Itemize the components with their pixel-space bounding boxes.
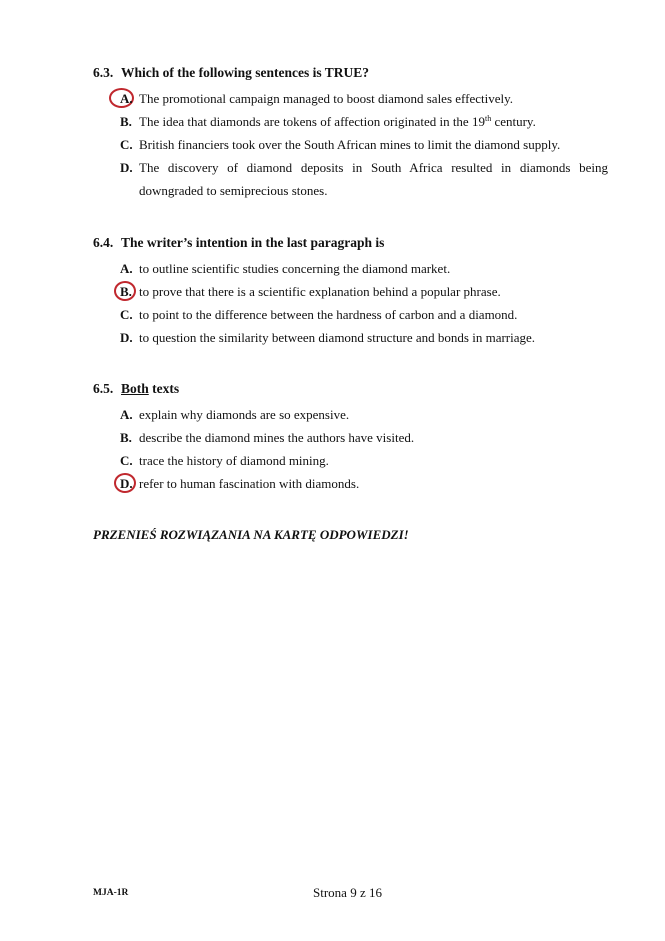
option-text: trace the history of diamond mining. [139,453,329,468]
option-letter: D. [120,330,133,345]
option-letter: B. [120,114,132,129]
question-title [93,380,608,397]
option-letter: B. [120,284,132,299]
question-prompt: Which of the following sentences is TRUE? [121,65,370,80]
question-6-4 [93,234,608,349]
answer-option-b[interactable] [93,280,608,303]
option-letter: C. [120,307,133,322]
option-letter: A. [120,407,133,422]
question-prompt: The writer’s intention in the last paragraph is [121,235,385,250]
option-letter: D. [120,160,133,175]
option-letter: D. [120,476,133,491]
option-letter: A. [120,91,133,106]
option-letter: B. [120,430,132,445]
answer-option-a[interactable] [93,87,608,110]
option-text: to outline scientific studies concerning the diamond market. [139,261,451,276]
option-text-line-2: downgraded to semiprecious stones. [139,183,328,198]
superscript: th [484,114,492,123]
answer-option-a[interactable] [93,403,608,426]
option-text: to point to the difference between the hardness of carbon and a diamond. [139,307,518,322]
exam-code: MJA-1R [93,888,129,898]
question-prompt-emphasis: Both [121,381,149,396]
page-number: Strona 9 z 16 [313,885,382,900]
answer-option-b[interactable] [93,426,608,449]
option-text: refer to human fascination with diamonds. [139,476,360,491]
option-text: describe the diamond mines the authors have visited. [139,430,415,445]
option-letter: C. [120,137,133,152]
question-title [93,234,608,251]
option-letter: A. [120,261,133,276]
answer-option-c[interactable] [93,449,608,472]
option-text: to question the similarity between diamond structure and bonds in marriage. [139,330,536,345]
option-text: to prove that there is a scientific explanation behind a popular phrase. [139,284,501,299]
question-title [93,64,608,81]
answer-option-c[interactable] [93,133,608,156]
answer-option-b[interactable] [93,110,608,133]
option-text-line-1: The discovery of diamond deposits in South Africa resulted in diamonds being [139,160,608,175]
question-number: 6.3. [93,65,114,80]
transfer-answers-note: PRZENIEŚ ROZWIĄZANIA NA KARTĘ ODPOWIEDZI! [93,527,409,542]
option-text: British financiers took over the South African mines to limit the diamond supply. [139,137,561,152]
option-text: The promotional campaign managed to boost diamond sales effectively. [139,91,514,106]
question-prompt: texts [148,381,180,396]
option-text: The idea that diamonds are tokens of affection originated in the 19th century. [139,114,536,129]
answer-option-d[interactable] [93,156,608,202]
option-letter: C. [120,453,133,468]
question-6-5 [93,380,608,495]
question-6-3 [93,64,608,202]
answer-option-d[interactable] [93,472,608,495]
answer-option-c[interactable] [93,303,608,326]
question-number: 6.4. [93,235,114,250]
answer-option-a[interactable] [93,257,608,280]
answer-option-d[interactable] [93,326,608,349]
question-number: 6.5. [93,381,114,396]
option-text: explain why diamonds are so expensive. [139,407,350,422]
